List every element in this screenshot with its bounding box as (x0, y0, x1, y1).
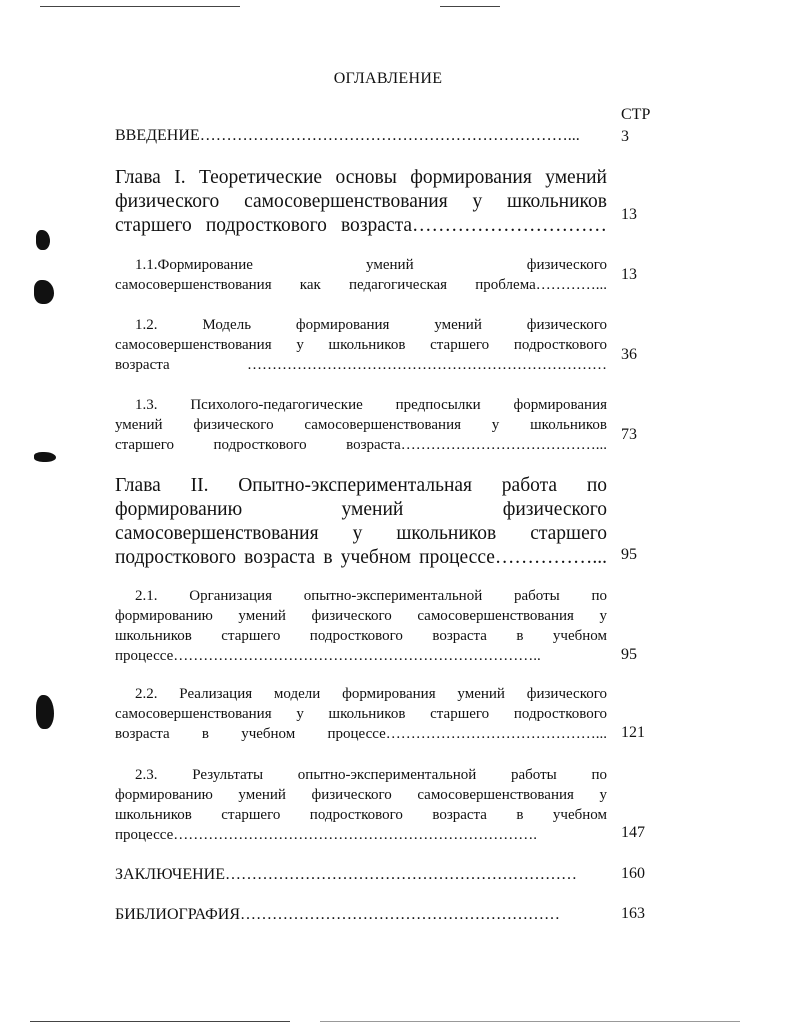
toc-entry-line: самосовершенствования у школьников старшего подросткового (115, 337, 607, 353)
toc-entry (115, 684, 607, 744)
toc-page-number: 36 (621, 346, 637, 363)
toc-entry-line: школьников старшего подросткового возраста в учебном (115, 628, 607, 644)
scan-top-edge-line (40, 6, 240, 7)
toc-entry (115, 865, 607, 885)
toc-entry-line: процессе………………………………………………………………. (115, 827, 537, 843)
scan-artifact-mark (34, 452, 56, 462)
toc-entry-line: подросткового возраста в учебном процессе……………... (115, 547, 607, 568)
scan-bottom-edge-line (320, 1021, 740, 1022)
scan-top-edge-line (440, 6, 500, 7)
toc-entry-line: ВВЕДЕНИЕ……………………………………………………………... (115, 127, 580, 144)
toc-entry-line: 2.1. Организация опытно-экспериментальной работы по (135, 588, 607, 604)
toc-entry-line: 1.1.Формирование умений физического (135, 257, 607, 273)
toc-entry-line: старшего подросткового возраста………………………… (115, 215, 607, 236)
toc-page-number: 121 (621, 724, 645, 741)
toc-entry-line: физического самосовершенствования у школьников (115, 191, 607, 212)
page-title: ОГЛАВЛЕНИЕ (333, 70, 443, 87)
toc-entry-line: Глава II. Опытно-экспериментальная работа по (115, 475, 607, 496)
toc-entry-line: формированию умений физического самосовершенствования у (115, 787, 607, 803)
toc-entry-line: старшего подросткового возраста…………………………………... (115, 437, 607, 453)
toc-entry-line: самосовершенствования у школьников старшего подросткового (115, 706, 607, 722)
toc-page-number: 163 (621, 905, 645, 922)
scan-artifact-mark (34, 280, 54, 304)
toc-entry-line: БИБЛИОГРАФИЯ…………………………………………………… (115, 906, 561, 923)
toc-entry-line: 1.3. Психолого-педагогические предпосылки формирования (135, 397, 607, 413)
toc-entry-line: формированию умений физического самосовершенствования у (115, 608, 607, 624)
toc-entry-line: школьников старшего подросткового возраста в учебном (115, 807, 607, 823)
toc-page-number: 160 (621, 865, 645, 882)
toc-page-number: 13 (621, 266, 637, 283)
scan-artifact-mark (36, 230, 50, 250)
toc-entry (115, 905, 607, 925)
toc-entry-line: умений физического самосовершенствования у школьников (115, 417, 607, 433)
scan-artifact-mark (36, 695, 54, 729)
toc-entry-line: формированию умений физического (115, 499, 607, 520)
toc-page-number: 3 (621, 128, 629, 145)
toc-entry (115, 315, 607, 375)
toc-entry (115, 586, 607, 666)
toc-entry-line: ЗАКЛЮЧЕНИЕ………………………………………………………… (115, 866, 577, 883)
toc-entry-line: 2.3. Результаты опытно-экспериментальной работы по (135, 767, 607, 783)
toc-entry-line: процессе……………………………………………………………….. (115, 648, 541, 664)
toc-page-number: 95 (621, 646, 637, 663)
toc-entry-line: самосовершенствования у школьников старшего (115, 523, 607, 544)
toc-entry (115, 255, 607, 295)
toc-entry-line: возраста в учебном процессе……………………………………... (115, 726, 607, 742)
scan-bottom-edge-line (30, 1021, 290, 1022)
toc-entry-line: 1.2. Модель формирования умений физического (135, 317, 607, 333)
toc-page-number: 147 (621, 824, 645, 841)
toc-entry-line: возраста ……………………………………………………………… (115, 357, 607, 373)
toc-entry-line: самосовершенствования как педагогическая проблема…………... (115, 277, 607, 293)
toc-entry-line: Глава I. Теоретические основы формирования умений (115, 167, 607, 188)
toc-page-number: 13 (621, 206, 637, 223)
page-column-header: СТР (621, 106, 651, 123)
toc-entry (115, 765, 607, 845)
toc-entry-line: 2.2. Реализация модели формирования умений физического (135, 686, 607, 702)
toc-page-number: 73 (621, 426, 637, 443)
toc-entry (115, 166, 607, 238)
toc-entry (115, 126, 607, 146)
toc-page-number: 95 (621, 546, 637, 563)
toc-entry (115, 395, 607, 455)
toc-entry (115, 474, 607, 570)
